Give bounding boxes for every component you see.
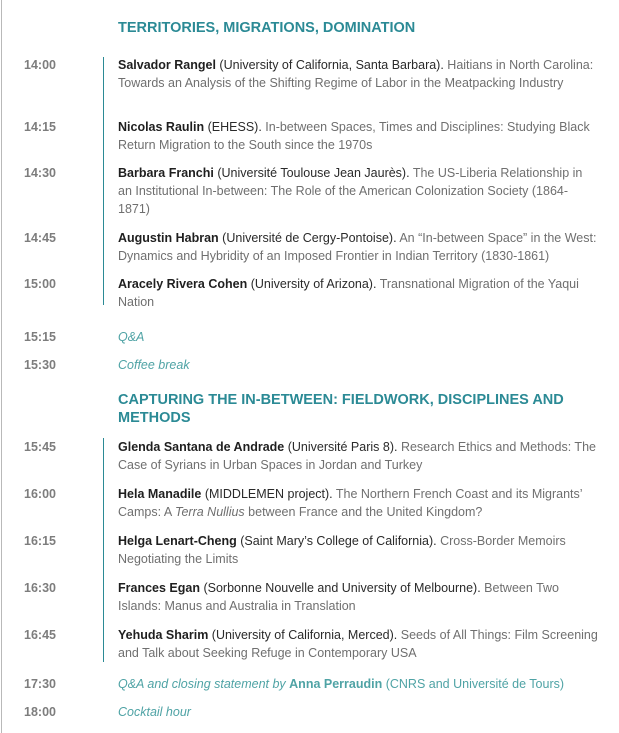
talk-title: In-between Spaces, Times and Disciplines: Studying Black Return Migration to the South since the 1970s	[118, 120, 590, 152]
talk-title: Research Ethics and Methods: The Case of Syrians in Urban Spaces in Jordan and Turkey	[118, 440, 596, 472]
talk-entry	[118, 275, 598, 311]
time-slot: 15:15	[24, 330, 56, 344]
talk-title: Seeds of All Things: Film Screening and Talk about Seeking Refuge in Contemporary USA	[118, 628, 598, 660]
talk-entry	[118, 56, 598, 92]
speaker-institution: (EHESS).	[204, 120, 266, 134]
speaker-name: Barbara Franchi	[118, 166, 214, 180]
speaker-institution: (Université de Cergy-Pontoise).	[218, 231, 400, 245]
talk-title: Between Two Islands: Manus and Australia in Translation	[118, 581, 559, 613]
speaker-name: Aracely Rivera Cohen	[118, 277, 248, 291]
closing-speaker-name: Anna Perraudin	[289, 677, 383, 691]
speaker-institution: (University of California, Santa Barbara).	[215, 58, 448, 72]
speaker-institution: (MIDDLEMEN project).	[201, 487, 336, 501]
speaker-institution: (University of Arizona).	[247, 277, 380, 291]
talk-title: Haitians in North Carolina: Towards an Analysis of the Shifting Regime of Labor in the Meatpacking Industry	[118, 58, 594, 90]
talk-title-italic: Terra Nullius	[174, 505, 245, 519]
section1-divider-line	[103, 57, 104, 305]
time-slot: 14:00	[24, 58, 56, 72]
talk-entry	[118, 485, 598, 521]
speaker-institution: (Saint Mary’s College of California).	[236, 534, 441, 548]
time-slot: 16:00	[24, 487, 56, 501]
section-title-capturing: CAPTURING THE IN-BETWEEN: FIELDWORK, DISCIPLINES AND METHODS	[118, 392, 564, 426]
talk-entry	[118, 229, 598, 265]
talk-title: The US-Liberia Relationship in an Institutional In-between: The Role of the American Colonization Society (1864-1871)	[118, 166, 583, 216]
talk-title: Transnational Migration of the Yaqui Nation	[118, 277, 579, 309]
talk-title: Cross-Border Memoirs Negotiating the Limits	[118, 534, 566, 566]
speaker-name: Augustin Habran	[118, 231, 219, 245]
speaker-institution: (Université Paris 8).	[284, 440, 401, 454]
time-slot: 16:15	[24, 534, 56, 548]
talk-title-part: The Northern French Coast and its Migrants’ Camps: A	[118, 487, 583, 519]
speaker-name: Salvador Rangel	[118, 58, 216, 72]
talk-entry	[118, 532, 598, 568]
time-slot: 18:00	[24, 705, 56, 719]
speaker-name: Hela Manadile	[118, 487, 202, 501]
talk-entry	[118, 118, 598, 154]
speaker-name: Frances Egan	[118, 581, 200, 595]
page-left-border	[1, 0, 2, 733]
talk-entry	[118, 438, 598, 474]
time-slot: 16:30	[24, 581, 56, 595]
talk-title-part: between France and the United Kingdom?	[244, 505, 483, 519]
time-slot: 14:45	[24, 231, 56, 245]
speaker-name: Glenda Santana de Andrade	[118, 440, 285, 454]
time-slot: 15:45	[24, 440, 56, 454]
speaker-institution: (Université Toulouse Jean Jaurès).	[213, 166, 413, 180]
section-title-territories: TERRITORIES, MIGRATIONS, DOMINATION	[118, 20, 416, 36]
talk-entry	[118, 164, 598, 218]
time-slot: 14:15	[24, 120, 56, 134]
closing-label: Q&A and closing statement by	[118, 677, 290, 691]
speaker-institution: (Sorbonne Nouvelle and University of Melbourne).	[199, 581, 485, 595]
closing-entry	[118, 675, 598, 693]
section2-divider-line	[103, 438, 104, 662]
qa-label: Q&A	[118, 330, 145, 344]
coffee-break-label: Coffee break	[118, 358, 190, 372]
speaker-name: Yehuda Sharim	[118, 628, 209, 642]
talk-title: An “In-between Space” in the West: Dynamics and Hybridity of an Imposed Frontier in Indian Territory (1830-1861)	[118, 231, 597, 263]
cocktail-hour-label: Cocktail hour	[118, 705, 191, 719]
time-slot: 14:30	[24, 166, 56, 180]
talk-entry	[118, 579, 598, 615]
time-slot: 16:45	[24, 628, 56, 642]
talk-entry	[118, 626, 598, 662]
closing-speaker-institution: (CNRS and Université de Tours)	[382, 677, 565, 691]
speaker-name: Helga Lenart-Cheng	[118, 534, 237, 548]
time-slot: 17:30	[24, 677, 56, 691]
time-slot: 15:00	[24, 277, 56, 291]
speaker-institution: (University of California, Merced).	[208, 628, 401, 642]
time-slot: 15:30	[24, 358, 56, 372]
speaker-name: Nicolas Raulin	[118, 120, 205, 134]
